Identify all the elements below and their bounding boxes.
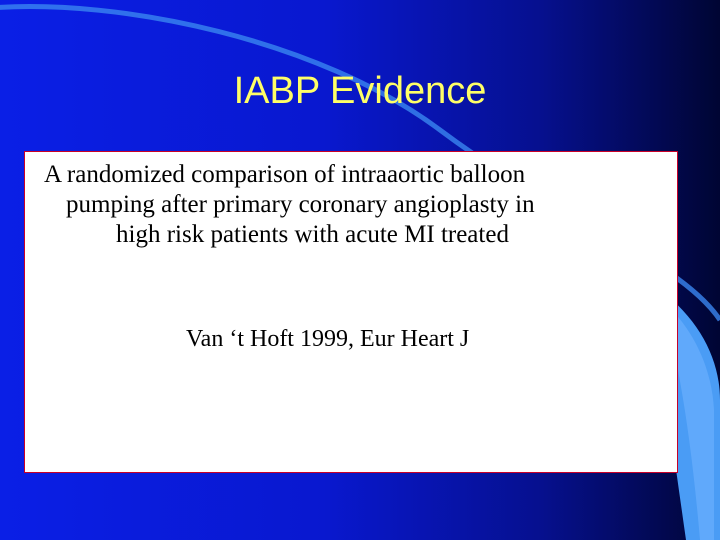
- body-line: A randomized comparison of intraaortic balloon: [44, 161, 526, 188]
- body-line: pumping after primary coronary angioplasty in: [66, 191, 535, 218]
- slide-title: IABP Evidence: [233, 70, 487, 112]
- body-line: high risk patients with acute MI treated: [116, 221, 509, 248]
- citation: Van ‘t Hoft 1999, Eur Heart J: [186, 326, 470, 352]
- body-text: [40, 160, 690, 250]
